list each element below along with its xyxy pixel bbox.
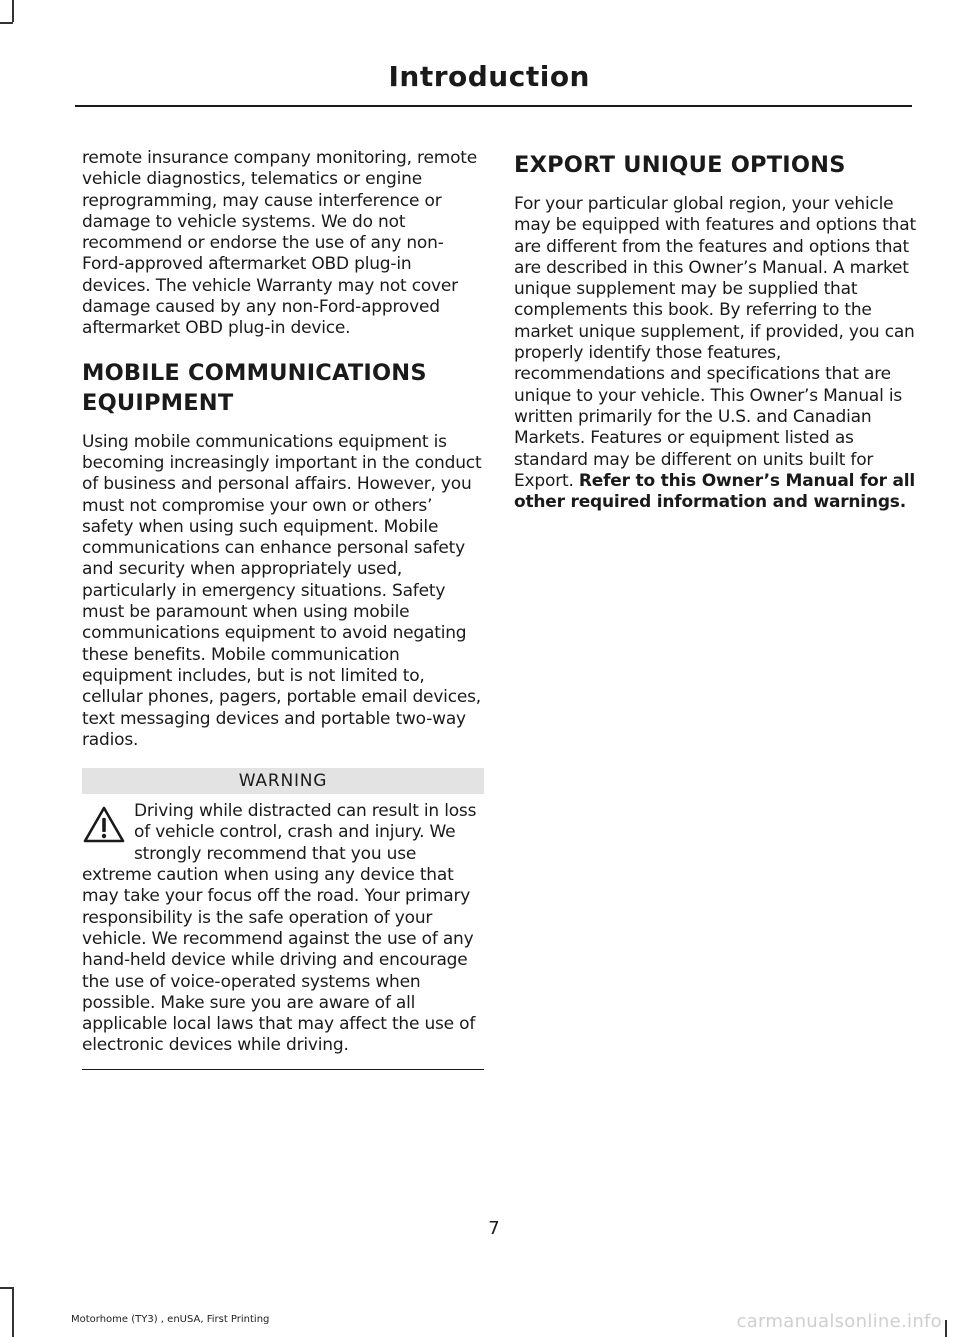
mobile-communications-heading [82, 358, 484, 418]
right-column [514, 148, 916, 513]
export-options-heading: EXPORT UNIQUE OPTIONS [514, 152, 846, 178]
mobile-communications-paragraph: Using mobile communications equipment is becoming increasingly important in the conduct of business and personal affairs. However, you must not compromise your own or others’ safety when using such equipment. Mobile communications can enhance personal safety and security when appropriately used, particularly in emergency situations. Safety must be paramount when using mobile communications equipment to avoid negating these benefits. Mobile communication equipment includes, but is not limited to, cellular phones, pagers, portable email devices, text messaging devices and portable two-way radios. [82, 431, 482, 750]
export-options-text: For your particular global region, your vehicle may be equipped with features and options that are different from the features and options that are described in this Owner’s Manual. A market unique supplement may be supplied that complements this book. By referring to the market unique supplement, if provided, you can properly identify those features, recommendations and specifications that are unique to your vehicle. This Owner’s Manual is written primarily for the U.S. and Canadian Markets. Features or equipment listed as standard may be different on units built for Export. [514, 194, 916, 491]
left-column [82, 148, 484, 1070]
crop-mark-bottom-left-vertical [12, 1287, 14, 1337]
intro-paragraph: remote insurance company monitoring, remote vehicle diagnostics, telematics or engine reprogramming, may cause interference or damage to vehicle systems. We do not recommend or endorse the use of any non-Ford-approved aftermarket OBD plug-in devices. The vehicle Warranty may not cover damage caused by any non-Ford-approved aftermarket OBD plug-in device. [82, 148, 478, 339]
page-title: Introduction [388, 60, 590, 93]
section-heading-line-2: EQUIPMENT [82, 389, 234, 416]
export-options-heading-block [514, 150, 916, 180]
section-heading-line-1: MOBILE COMMUNICATIONS [82, 359, 427, 386]
crop-mark-bottom-right-vertical [945, 1320, 947, 1337]
warning-triangle-icon [82, 805, 126, 845]
crop-mark-bottom-left-horizontal [0, 1287, 13, 1289]
watermark: carmanualsonline.info [736, 1311, 942, 1332]
warning-box [82, 801, 484, 1070]
export-options-paragraph [514, 194, 916, 513]
page-number: 7 [488, 1218, 500, 1239]
export-options-emphasis: Refer to this Owner’s Manual for all other required information and warnings. [514, 470, 916, 513]
crop-mark-top-left-horizontal [0, 22, 13, 24]
crop-mark-top-left-vertical [12, 0, 14, 22]
header-rule [75, 105, 912, 107]
footer-edition: Motorhome (TY3) , enUSA, First Printing [71, 1314, 270, 1325]
warning-label: WARNING [82, 768, 484, 794]
warning-text: Driving while distracted can result in loss of vehicle control, crash and injury. We strongly recommend that you use extreme caution when using any device that may take your focus off the road. Your primary responsibility is the safe operation of your vehicle. We recommend against the use of any hand-held device while driving and encourage the use of voice-operated systems when possible. Make sure you are aware of all applicable local laws that may affect the use of electronic devices while driving. [82, 801, 477, 1056]
